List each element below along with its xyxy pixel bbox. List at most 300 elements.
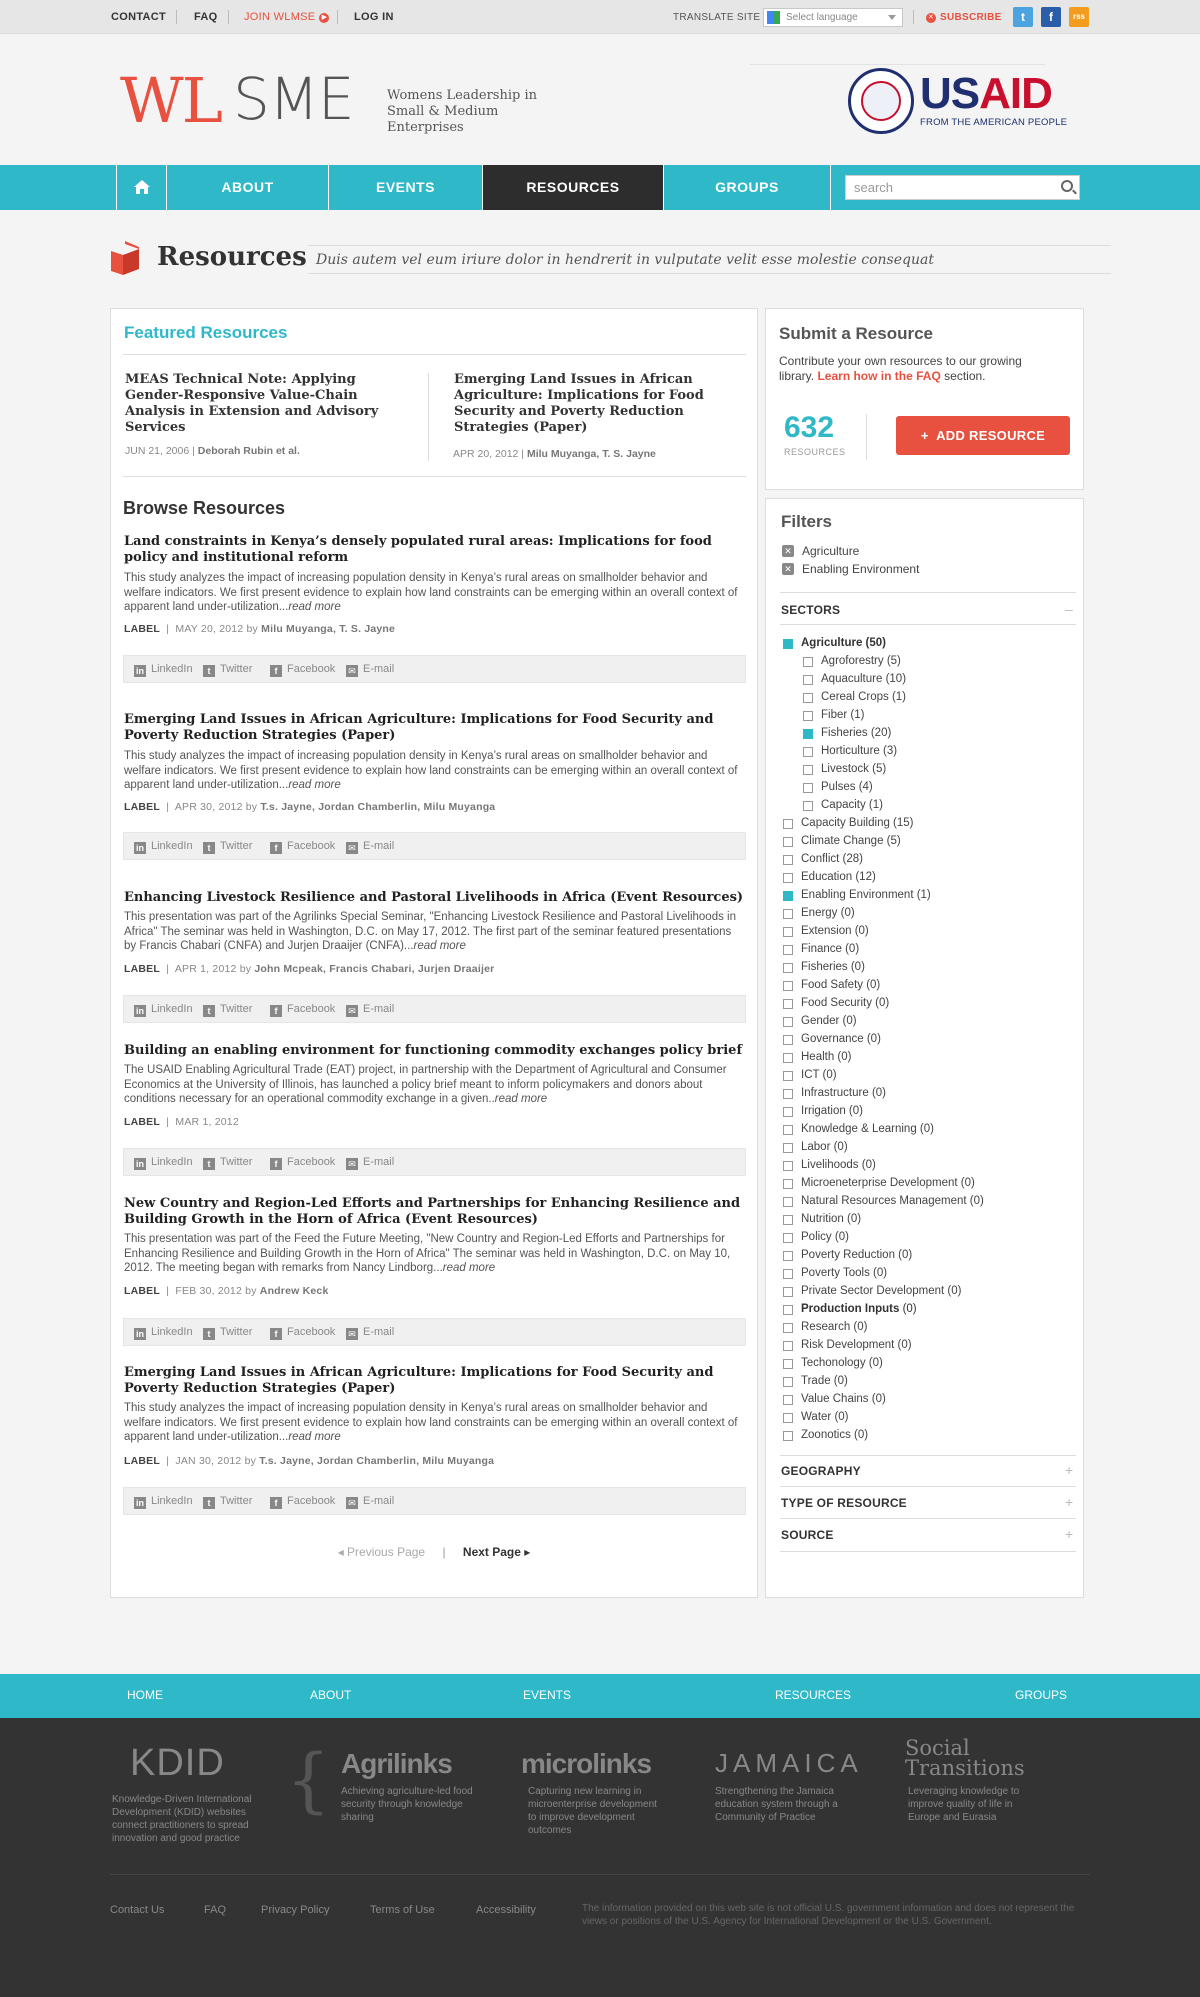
resource-description bbox=[124, 910, 744, 954]
nav-resources[interactable]: RESOURCES bbox=[482, 165, 663, 210]
sector-checkbox[interactable] bbox=[783, 1341, 793, 1351]
share-label: E-mail bbox=[363, 1003, 395, 1015]
sector-label[interactable] bbox=[801, 1339, 912, 1351]
email-icon: ✉ bbox=[346, 1328, 358, 1340]
share-bar bbox=[123, 655, 746, 683]
read-more-link[interactable]: read more bbox=[288, 779, 341, 791]
read-more-link[interactable]: read more bbox=[413, 940, 466, 952]
logo-sme[interactable]: SME bbox=[233, 65, 354, 133]
resource-desc-text: This presentation was part of the Agrilinks Special Seminar, "Enhancing Livestock Resilience and Pastoral Livelihoods in Africa" The seminar was held in Washington, D.C. on May 17, 2012. The first part of the seminar featured presentations by Francis Chabari (CNFA) and Jurjen Draaijer (CNFA)... bbox=[124, 911, 736, 952]
share-label: LinkedIn bbox=[151, 1003, 193, 1015]
sector-checkbox[interactable] bbox=[783, 1251, 793, 1261]
facebook-icon: f bbox=[270, 1497, 282, 1509]
sector-checkbox[interactable] bbox=[783, 819, 793, 829]
nav-events[interactable]: EVENTS bbox=[328, 165, 482, 210]
read-more-link[interactable]: read more bbox=[288, 601, 341, 613]
divider bbox=[780, 1486, 1076, 1487]
share-label: Twitter bbox=[220, 1156, 253, 1168]
chevron-down-icon bbox=[888, 15, 896, 20]
expand-icon[interactable]: + bbox=[1065, 1526, 1074, 1542]
search-icon[interactable] bbox=[1061, 180, 1073, 192]
share-label: LinkedIn bbox=[151, 1495, 193, 1507]
sector-checkbox[interactable] bbox=[783, 1377, 793, 1387]
share-label: Twitter bbox=[220, 1326, 253, 1338]
read-more-link[interactable]: read more bbox=[494, 1093, 548, 1105]
share-linkedin[interactable] bbox=[134, 1326, 193, 1340]
sector-checkbox[interactable] bbox=[783, 963, 793, 973]
sector-label[interactable] bbox=[801, 1159, 876, 1171]
share-facebook[interactable] bbox=[270, 840, 335, 854]
featured-title[interactable]: Emerging Land Issues in African Agriculture: Implications for Food Security and Poverty Reduction Strategies (Paper) bbox=[454, 372, 704, 435]
sector-checkbox[interactable] bbox=[803, 765, 813, 775]
resource-description bbox=[124, 1063, 744, 1107]
sector-checkbox[interactable] bbox=[803, 675, 813, 685]
sector-label[interactable] bbox=[801, 1393, 886, 1405]
subscribe-link[interactable] bbox=[926, 12, 1002, 23]
sector-checkbox[interactable] bbox=[783, 1143, 793, 1153]
contact-link[interactable]: CONTACT bbox=[111, 11, 167, 23]
facebook-icon: f bbox=[270, 1158, 282, 1170]
share-bar bbox=[123, 1148, 746, 1176]
sector-label[interactable] bbox=[801, 1141, 848, 1153]
share-email[interactable] bbox=[346, 1156, 394, 1170]
email-icon: ✉ bbox=[346, 842, 358, 854]
resource-count-label: RESOURCES bbox=[784, 447, 846, 457]
sector-label[interactable] bbox=[801, 1375, 848, 1387]
sector-checkbox[interactable] bbox=[783, 945, 793, 955]
sector-checkbox[interactable] bbox=[783, 1323, 793, 1333]
share-bar bbox=[123, 995, 746, 1023]
linkedin-icon: in bbox=[136, 666, 144, 676]
faq-help-link[interactable]: Learn how in the FAQ bbox=[817, 369, 941, 383]
resource-authors: John Mcpeak, Francis Chabari, Jurjen Draaijer bbox=[254, 963, 495, 975]
sector-checkbox[interactable] bbox=[783, 1035, 793, 1045]
share-label: Facebook bbox=[287, 1495, 336, 1507]
microlinks-logo[interactable]: microlinks bbox=[521, 1748, 652, 1779]
sector-label[interactable] bbox=[821, 691, 906, 703]
sector-checkbox[interactable] bbox=[783, 909, 793, 919]
read-more-link[interactable]: read more bbox=[288, 1431, 341, 1443]
share-linkedin[interactable] bbox=[134, 840, 193, 854]
sector-label-text: Education (12) bbox=[801, 871, 876, 883]
share-facebook[interactable] bbox=[270, 1326, 335, 1340]
share-linkedin[interactable] bbox=[134, 1156, 193, 1170]
divider bbox=[866, 414, 867, 460]
sector-label-text: Microeneterprise Development (0) bbox=[801, 1177, 975, 1189]
resource-title[interactable]: Land constraints in Kenya’s densely populated rural areas: Implications for food policy and institutional reform bbox=[124, 534, 712, 565]
sector-label[interactable] bbox=[801, 1429, 868, 1441]
faq-link[interactable]: FAQ bbox=[194, 11, 218, 23]
sector-checkbox[interactable] bbox=[783, 1215, 793, 1225]
sector-checkbox[interactable] bbox=[783, 999, 793, 1009]
sector-label[interactable] bbox=[801, 835, 901, 847]
sector-label[interactable] bbox=[801, 979, 880, 991]
sector-checkbox[interactable] bbox=[783, 1413, 793, 1423]
sectors-toggle[interactable]: SECTORS bbox=[781, 603, 841, 617]
divider bbox=[123, 476, 746, 477]
resource-title[interactable]: Enhancing Livestock Resilience and Pastoral Livelihoods in Africa (Event Resources) bbox=[124, 890, 744, 905]
sector-label[interactable] bbox=[801, 1213, 861, 1225]
share-facebook[interactable] bbox=[270, 1495, 335, 1509]
next-page-label: Next Page bbox=[462, 1545, 521, 1559]
sector-label-text: Policy (0) bbox=[801, 1231, 849, 1243]
sector-label[interactable] bbox=[801, 1177, 975, 1189]
sector-label[interactable] bbox=[801, 1285, 961, 1297]
resource-title[interactable]: New Country and Region-Led Efforts and Partnerships for Enhancing Resilience and Building Growth in the Horn of Africa (Event Resources) bbox=[124, 1196, 741, 1227]
divider bbox=[780, 1551, 1076, 1552]
type-of-resource-toggle[interactable]: TYPE OF RESOURCE bbox=[781, 1496, 907, 1510]
share-email[interactable] bbox=[346, 1495, 394, 1509]
divider bbox=[428, 373, 429, 461]
share-linkedin[interactable] bbox=[134, 1495, 193, 1509]
footer-terms-link[interactable]: Terms of Use bbox=[370, 1904, 435, 1916]
share-label: Twitter bbox=[220, 663, 253, 675]
sector-label[interactable] bbox=[821, 745, 897, 757]
sector-label[interactable] bbox=[801, 1249, 912, 1261]
sector-label-text: Natural Resources Management (0) bbox=[801, 1195, 984, 1207]
featured-date: APR 20, 2012 bbox=[453, 448, 519, 460]
sector-label[interactable] bbox=[821, 709, 864, 721]
share-facebook[interactable] bbox=[270, 663, 335, 677]
sector-checkbox[interactable] bbox=[783, 1107, 793, 1117]
separator bbox=[337, 10, 338, 24]
sector-checkbox[interactable] bbox=[783, 1089, 793, 1099]
share-twitter[interactable] bbox=[203, 1326, 252, 1340]
sector-label-text: Health (0) bbox=[801, 1051, 852, 1063]
expand-icon[interactable]: + bbox=[1065, 1494, 1074, 1510]
sector-checkbox[interactable] bbox=[783, 855, 793, 865]
footer-nav-groups[interactable]: GROUPS bbox=[1015, 1688, 1068, 1702]
share-label: E-mail bbox=[363, 663, 395, 675]
email-icon: ✉ bbox=[346, 1497, 358, 1509]
page-title: Resources bbox=[157, 242, 307, 272]
login-link[interactable]: LOG IN bbox=[354, 11, 394, 23]
sector-label[interactable] bbox=[801, 1357, 883, 1369]
share-email[interactable] bbox=[346, 1326, 394, 1340]
sector-label-text: Trade (0) bbox=[801, 1375, 848, 1387]
email-icon: ✉ bbox=[346, 1158, 358, 1170]
sector-label[interactable] bbox=[801, 1303, 917, 1315]
submit-text bbox=[779, 354, 1059, 384]
submit-text-body: Contribute your own resources to our growing library. bbox=[779, 354, 1022, 383]
resource-title[interactable]: Building an enabling environment for functioning commodity exchanges policy brief bbox=[124, 1043, 743, 1058]
sector-label-text: Extension (0) bbox=[801, 925, 869, 937]
sector-label[interactable] bbox=[801, 943, 859, 955]
email-icon: ✉ bbox=[346, 1005, 358, 1017]
sector-label[interactable] bbox=[801, 1033, 881, 1045]
sector-checkbox[interactable] bbox=[803, 693, 813, 703]
sector-checkbox[interactable] bbox=[783, 1197, 793, 1207]
featured-authors: Milu Muyanga, T. S. Jayne bbox=[526, 448, 656, 460]
share-twitter[interactable] bbox=[203, 840, 252, 854]
by-label: by bbox=[244, 1455, 257, 1467]
sector-checkbox[interactable] bbox=[803, 729, 813, 739]
facebook-icon: f bbox=[270, 1328, 282, 1340]
linkedin-icon: in bbox=[136, 1159, 144, 1169]
separator bbox=[228, 10, 229, 24]
resource-desc-text: This study analyzes the impact of increasing population density in Kenya’s rural areas on smallholder behavior and welfare indicators. We first present evidence to explain how land constraints can be emerging within an overall context of apparent land under-utilization... bbox=[124, 572, 738, 613]
share-label: Facebook bbox=[287, 1003, 336, 1015]
microlinks-description: Capturing new learning in microenterprise development to improve development outcomes bbox=[528, 1786, 657, 1836]
share-twitter[interactable] bbox=[203, 1495, 252, 1509]
share-label: Facebook bbox=[287, 1326, 336, 1338]
divider bbox=[123, 354, 746, 355]
sector-label[interactable] bbox=[801, 1051, 852, 1063]
previous-page-label: Previous Page bbox=[347, 1545, 426, 1559]
twitter-icon[interactable]: t bbox=[1013, 7, 1033, 27]
sector-label[interactable] bbox=[801, 1069, 837, 1081]
subscribe-icon: ✕ bbox=[927, 14, 935, 21]
share-twitter[interactable] bbox=[203, 1156, 252, 1170]
sector-label-text: Pulses (4) bbox=[821, 781, 873, 793]
remove-filter-icon[interactable]: ✕ bbox=[782, 563, 794, 575]
sector-label-text: Climate Change (5) bbox=[801, 835, 901, 847]
resource-title[interactable]: Emerging Land Issues in African Agriculture: Implications for Food Security and Poverty Reduction Strategies (Paper) bbox=[124, 712, 714, 743]
sector-label-text: Gender (0) bbox=[801, 1015, 857, 1027]
resource-date: FEB 30, 2012 bbox=[175, 1285, 243, 1297]
footer-contact-link[interactable]: Contact Us bbox=[110, 1904, 165, 1916]
resource-meta: LABEL | MAR 1, 2012 bbox=[124, 1116, 239, 1128]
usaid-logo[interactable] bbox=[920, 69, 1052, 118]
resource-desc-text: The USAID Enabling Agricultural Trade (EAT) project, in partnership with the Department of Agricultural and Consumer Economics at the University of Illinois, has launched a policy brief meant to inform policymakers and donors about conditions necessary for an operational commodity exchange in a given.. bbox=[124, 1064, 727, 1105]
share-twitter[interactable] bbox=[203, 1003, 252, 1017]
resource-date: APR 30, 2012 bbox=[174, 801, 243, 813]
linkedin-icon: in bbox=[136, 1498, 144, 1508]
logo-wl[interactable]: WL bbox=[120, 64, 221, 137]
sector-checkbox[interactable] bbox=[783, 1179, 793, 1189]
resource-label: LABEL bbox=[124, 1116, 160, 1128]
read-more-link[interactable]: read more bbox=[442, 1262, 496, 1274]
share-label: E-mail bbox=[363, 1495, 395, 1507]
sector-label[interactable] bbox=[821, 781, 873, 793]
sector-label[interactable] bbox=[801, 961, 865, 973]
sector-checkbox[interactable] bbox=[803, 801, 813, 811]
sector-label-text: Private Sector Development (0) bbox=[801, 1285, 962, 1297]
sector-label[interactable] bbox=[801, 1105, 863, 1117]
divider bbox=[750, 64, 1045, 65]
sector-checkbox[interactable] bbox=[783, 1125, 793, 1135]
social-transitions-description: Leveraging knowledge to improve quality of life in Europe and Eurasia bbox=[908, 1786, 1020, 1823]
nav-groups[interactable]: GROUPS bbox=[663, 165, 831, 210]
sector-label[interactable] bbox=[801, 925, 869, 937]
sector-checkbox[interactable] bbox=[783, 981, 793, 991]
rss-icon[interactable]: rss bbox=[1069, 7, 1089, 27]
sector-label[interactable] bbox=[821, 799, 883, 811]
sector-label[interactable] bbox=[801, 1195, 984, 1207]
share-email[interactable] bbox=[346, 1003, 394, 1017]
source-toggle[interactable]: SOURCE bbox=[781, 1528, 834, 1542]
resource-description bbox=[124, 749, 744, 793]
usaid-us: US bbox=[920, 69, 980, 118]
jamaica-logo[interactable]: JAMAICA bbox=[715, 1748, 863, 1778]
resource-label: LABEL bbox=[124, 1455, 160, 1467]
share-facebook[interactable] bbox=[270, 1156, 335, 1170]
sector-label-text: Fiber (1) bbox=[821, 709, 865, 721]
sector-label-text: Agroforestry (5) bbox=[821, 655, 901, 667]
submit-text-end: section. bbox=[944, 369, 986, 383]
sector-checkbox[interactable] bbox=[783, 891, 793, 901]
sector-checkbox[interactable] bbox=[783, 1071, 793, 1081]
footer-nav bbox=[0, 1674, 1200, 1718]
next-page-link[interactable] bbox=[463, 1545, 530, 1559]
footer-privacy-link[interactable]: Privacy Policy bbox=[261, 1904, 330, 1916]
sector-label-text: Research (0) bbox=[801, 1321, 868, 1333]
sector-label-text: Livelihoods (0) bbox=[801, 1159, 876, 1171]
sector-label-text: Fisheries (20) bbox=[821, 727, 892, 739]
submit-heading: Submit a Resource bbox=[779, 324, 933, 343]
resource-count: 632 bbox=[784, 411, 835, 444]
remove-filter-icon[interactable]: ✕ bbox=[782, 545, 794, 557]
agrilinks-logo[interactable]: Agrilinks bbox=[341, 1748, 452, 1779]
footer-disclaimer: The information provided on this web site is not official U.S. government information and does not represent the views or positions of the U.S. Agency for International Development or the U.S. Government. bbox=[582, 1903, 1075, 1927]
sector-checkbox[interactable] bbox=[803, 657, 813, 667]
share-email[interactable] bbox=[346, 840, 394, 854]
plus-icon: + bbox=[920, 428, 937, 443]
sector-label-text: Food Safety (0) bbox=[801, 979, 881, 991]
sector-label-text: Infrastructure (0) bbox=[801, 1087, 886, 1099]
share-label: LinkedIn bbox=[151, 1326, 193, 1338]
sector-label-text: Production Inputs bbox=[801, 1303, 900, 1315]
sector-label-text: Nutrition (0) bbox=[801, 1213, 862, 1225]
footer-nav-home[interactable]: HOME bbox=[127, 1688, 163, 1702]
share-label: LinkedIn bbox=[151, 840, 193, 852]
sector-label[interactable] bbox=[801, 1267, 887, 1279]
agrilinks-description: Achieving agriculture-led food security through knowledge sharing bbox=[341, 1786, 473, 1823]
pagination bbox=[110, 1545, 758, 1559]
share-label: Twitter bbox=[220, 840, 253, 852]
divider bbox=[308, 273, 1111, 274]
sector-label-text: ICT (0) bbox=[801, 1069, 837, 1081]
sector-label-text: Agriculture (50) bbox=[801, 637, 886, 649]
join-label: JOIN WLMSE bbox=[244, 11, 316, 23]
sector-label[interactable] bbox=[801, 637, 886, 649]
share-label: Facebook bbox=[287, 840, 336, 852]
footer-accessibility-link[interactable]: Accessibility bbox=[476, 1904, 536, 1916]
sector-checkbox[interactable] bbox=[803, 783, 813, 793]
sector-label[interactable] bbox=[801, 907, 855, 919]
sector-checkbox[interactable] bbox=[783, 927, 793, 937]
resource-date: MAR 1, 2012 bbox=[175, 1116, 239, 1128]
sector-label[interactable] bbox=[801, 1087, 886, 1099]
sector-checkbox[interactable] bbox=[783, 1305, 793, 1315]
sector-label[interactable] bbox=[801, 889, 931, 901]
sector-label[interactable] bbox=[801, 1123, 934, 1135]
translate-label: TRANSLATE SITE bbox=[673, 12, 761, 23]
sector-checkbox[interactable] bbox=[803, 711, 813, 721]
sector-label[interactable] bbox=[801, 1231, 849, 1243]
sector-checkbox[interactable] bbox=[803, 747, 813, 757]
sector-label[interactable] bbox=[821, 655, 901, 667]
featured-meta: APR 20, 2012 | Milu Muyanga, T. S. Jayne bbox=[453, 448, 656, 460]
sector-checkbox[interactable] bbox=[783, 1233, 793, 1243]
share-bar bbox=[123, 1318, 746, 1346]
sector-checkbox[interactable] bbox=[783, 1053, 793, 1063]
sector-label[interactable] bbox=[801, 1321, 867, 1333]
featured-title[interactable]: MEAS Technical Note: Applying Gender-Responsive Value-Chain Analysis in Extension and Advisory Services bbox=[125, 372, 379, 435]
chevron-right-icon: ▸ bbox=[520, 1545, 531, 1559]
resource-meta: LABEL | JAN 30, 2012 by T.s. Jayne, Jordan Chamberlin, Milu Muyanga bbox=[124, 1455, 495, 1467]
share-email[interactable] bbox=[346, 663, 394, 677]
sector-label-text: Finance (0) bbox=[801, 943, 860, 955]
resource-label: LABEL bbox=[124, 963, 160, 975]
sector-label[interactable] bbox=[801, 871, 876, 883]
featured-authors: Deborah Rubin et al. bbox=[197, 445, 300, 457]
share-linkedin[interactable] bbox=[134, 1003, 193, 1017]
footer-nav-resources[interactable]: RESOURCES bbox=[775, 1688, 852, 1702]
divider bbox=[780, 1455, 1076, 1456]
sector-label[interactable] bbox=[801, 817, 914, 829]
sector-checkbox[interactable] bbox=[783, 1269, 793, 1279]
share-linkedin[interactable] bbox=[134, 663, 193, 677]
sector-checkbox[interactable] bbox=[783, 1431, 793, 1441]
featured-date: JUN 21, 2006 bbox=[125, 445, 190, 457]
nav-about[interactable]: ABOUT bbox=[166, 165, 328, 210]
expand-icon[interactable]: + bbox=[1065, 1462, 1074, 1478]
sector-checkbox[interactable] bbox=[783, 1161, 793, 1171]
twitter-icon: t bbox=[203, 665, 215, 677]
sector-checkbox[interactable] bbox=[783, 1017, 793, 1027]
share-bar bbox=[123, 832, 746, 860]
facebook-icon[interactable]: f bbox=[1041, 7, 1061, 27]
sector-label[interactable] bbox=[821, 727, 891, 739]
sector-label-text: Capacity (1) bbox=[821, 799, 883, 811]
add-resource-button[interactable] bbox=[896, 416, 1070, 455]
featured-heading: Featured Resources bbox=[124, 323, 288, 342]
chevron-left-icon: ◂ bbox=[337, 1545, 348, 1559]
usaid-seal-icon bbox=[848, 68, 914, 134]
sector-label[interactable] bbox=[821, 673, 906, 685]
resource-date: APR 1, 2012 bbox=[174, 963, 237, 975]
resource-date: MAY 20, 2012 bbox=[175, 623, 244, 635]
share-twitter[interactable] bbox=[203, 663, 252, 677]
sector-label[interactable] bbox=[801, 1411, 849, 1423]
sector-label-text: Governance (0) bbox=[801, 1033, 881, 1045]
social-transitions-logo[interactable]: Social Transitions bbox=[905, 1736, 1025, 1780]
sector-checkbox[interactable] bbox=[783, 1287, 793, 1297]
resource-title[interactable]: Emerging Land Issues in African Agriculture: Implications for Food Security and Poverty Reduction Strategies (Paper) bbox=[124, 1365, 714, 1396]
sector-label-text: Conflict (28) bbox=[801, 853, 863, 865]
resource-label: LABEL bbox=[124, 1285, 160, 1297]
separator bbox=[913, 10, 914, 24]
browse-heading: Browse Resources bbox=[123, 498, 286, 518]
sector-checkbox[interactable] bbox=[783, 1359, 793, 1369]
previous-page-link[interactable] bbox=[338, 1545, 425, 1559]
sector-checkbox[interactable] bbox=[783, 873, 793, 883]
footer-nav-about[interactable]: ABOUT bbox=[310, 1688, 352, 1702]
footer-nav-events[interactable]: EVENTS bbox=[523, 1688, 572, 1702]
share-label: Twitter bbox=[220, 1495, 253, 1507]
sector-checkbox[interactable] bbox=[783, 1395, 793, 1405]
language-select[interactable] bbox=[763, 8, 903, 27]
geography-toggle[interactable]: GEOGRAPHY bbox=[781, 1464, 861, 1478]
home-button[interactable] bbox=[116, 165, 166, 210]
usaid-aid: AID bbox=[979, 69, 1052, 118]
resource-desc-text: This presentation was part of the Feed the Future Meeting, "New Country and Region-Led Efforts and Partnerships for Enhancing Resilience and Building Growth in the Horn of Africa" The seminar was held in Washington, D.C. on May 10, 2012. The meeting began with remarks from Nancy Lindborg... bbox=[124, 1233, 731, 1274]
sector-checkbox[interactable] bbox=[783, 639, 793, 649]
sector-label[interactable] bbox=[801, 1015, 857, 1027]
sector-label[interactable] bbox=[801, 997, 889, 1009]
sector-label[interactable] bbox=[821, 763, 886, 775]
collapse-icon[interactable]: – bbox=[1065, 601, 1073, 617]
sector-checkbox[interactable] bbox=[783, 837, 793, 847]
twitter-icon: t bbox=[203, 1005, 215, 1017]
join-link[interactable] bbox=[244, 11, 329, 23]
kdid-logo[interactable]: KDID bbox=[130, 1742, 225, 1784]
search-input[interactable] bbox=[845, 175, 1080, 200]
footer-faq-link[interactable]: FAQ bbox=[204, 1904, 227, 1916]
share-facebook[interactable] bbox=[270, 1003, 335, 1017]
sector-label[interactable] bbox=[801, 853, 863, 865]
